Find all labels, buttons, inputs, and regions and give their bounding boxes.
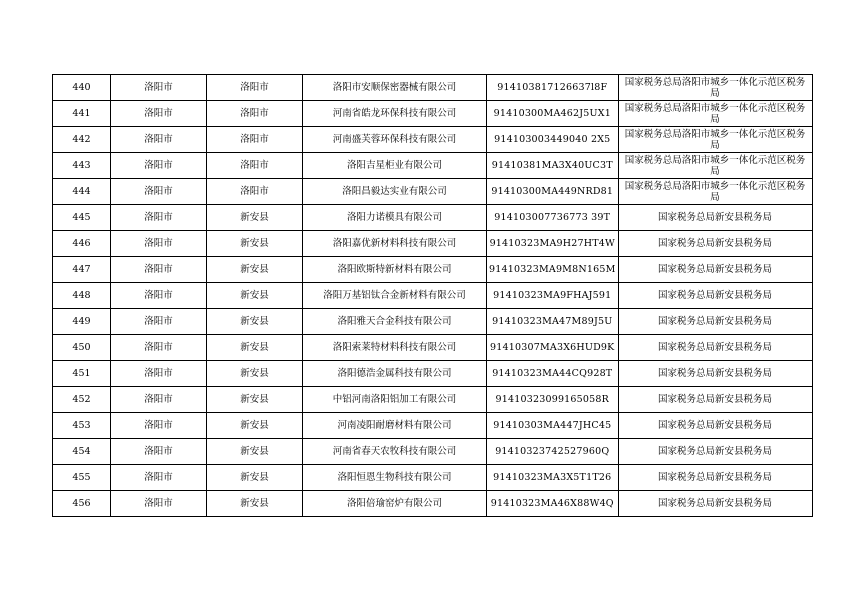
city-cell: 洛阳市 [111, 387, 207, 413]
table-row [53, 413, 813, 439]
county-cell: 新安县 [207, 439, 303, 465]
county-cell: 洛阳市 [207, 101, 303, 127]
county-cell: 新安县 [207, 413, 303, 439]
company-name-cell: 河南省春天农牧科技有限公司 [303, 439, 487, 465]
tax-office-cell: 国家税务总局新安县税务局 [618, 309, 812, 335]
city-cell: 洛阳市 [111, 361, 207, 387]
row-number-cell: 441 [53, 101, 111, 127]
county-cell: 新安县 [207, 335, 303, 361]
credit-code-cell: 914103007736773 39T [487, 205, 619, 231]
row-number-cell: 447 [53, 257, 111, 283]
city-cell: 洛阳市 [111, 257, 207, 283]
tax-office-cell: 国家税务总局新安县税务局 [618, 439, 812, 465]
county-cell: 新安县 [207, 205, 303, 231]
table-body [53, 75, 813, 517]
company-name-cell: 洛阳倍瑜窑炉有限公司 [303, 491, 487, 517]
tax-office-cell: 国家税务总局洛阳市城乡一体化示范区税务局 [618, 127, 812, 153]
tax-office-cell: 国家税务总局洛阳市城乡一体化示范区税务局 [618, 101, 812, 127]
company-name-cell: 洛阳吉星柜业有限公司 [303, 153, 487, 179]
company-name-cell: 洛阳恒恩生物科技有限公司 [303, 465, 487, 491]
city-cell: 洛阳市 [111, 335, 207, 361]
table-row [53, 127, 813, 153]
credit-code-cell: 91410323MA9FHAJ591 [487, 283, 619, 309]
city-cell: 洛阳市 [111, 75, 207, 101]
row-number-cell: 450 [53, 335, 111, 361]
county-cell: 新安县 [207, 231, 303, 257]
company-name-cell: 洛阳昌毅达实业有限公司 [303, 179, 487, 205]
county-cell: 新安县 [207, 283, 303, 309]
row-number-cell: 454 [53, 439, 111, 465]
county-cell: 洛阳市 [207, 127, 303, 153]
credit-code-cell: 91410300MA462J5UX1 [487, 101, 619, 127]
row-number-cell: 443 [53, 153, 111, 179]
tax-office-cell: 国家税务总局新安县税务局 [618, 387, 812, 413]
row-number-cell: 455 [53, 465, 111, 491]
credit-code-cell: 914103003449040 2X5 [487, 127, 619, 153]
table-row [53, 309, 813, 335]
table-row [53, 283, 813, 309]
company-name-cell: 洛阳市安顺保密器械有限公司 [303, 75, 487, 101]
city-cell: 洛阳市 [111, 309, 207, 335]
table-row [53, 465, 813, 491]
tax-office-cell: 国家税务总局新安县税务局 [618, 231, 812, 257]
tax-office-cell: 国家税务总局新安县税务局 [618, 361, 812, 387]
row-number-cell: 444 [53, 179, 111, 205]
tax-office-cell: 国家税务总局洛阳市城乡一体化示范区税务局 [618, 153, 812, 179]
row-number-cell: 453 [53, 413, 111, 439]
table-row [53, 491, 813, 517]
company-name-cell: 河南凌阳耐磨材料有限公司 [303, 413, 487, 439]
county-cell: 新安县 [207, 257, 303, 283]
company-name-cell: 河南盛芙蓉环保科技有限公司 [303, 127, 487, 153]
row-number-cell: 446 [53, 231, 111, 257]
credit-code-cell: 91410323MA9H27HT4W [487, 231, 619, 257]
table-row [53, 335, 813, 361]
company-name-cell: 洛阳欧斯特新材料有限公司 [303, 257, 487, 283]
credit-code-cell: 91410323MA3X5T1T26 [487, 465, 619, 491]
tax-office-cell: 国家税务总局洛阳市城乡一体化示范区税务局 [618, 75, 812, 101]
credit-code-cell: 91410323MA9M8N165M [487, 257, 619, 283]
tax-office-cell: 国家税务总局新安县税务局 [618, 413, 812, 439]
company-name-cell: 洛阳雅天合金科技有限公司 [303, 309, 487, 335]
table-row [53, 361, 813, 387]
credit-code-cell: 91410323MA46X88W4Q [487, 491, 619, 517]
company-name-cell: 洛阳嘉优新材料科技有限公司 [303, 231, 487, 257]
city-cell: 洛阳市 [111, 439, 207, 465]
credit-code-cell: 91410323MA44CQ928T [487, 361, 619, 387]
tax-office-cell: 国家税务总局新安县税务局 [618, 335, 812, 361]
county-cell: 新安县 [207, 491, 303, 517]
credit-code-cell: 91410307MA3X6HUD9K [487, 335, 619, 361]
table-row [53, 439, 813, 465]
table-row [53, 257, 813, 283]
county-cell: 新安县 [207, 309, 303, 335]
table-row [53, 153, 813, 179]
tax-office-cell: 国家税务总局新安县税务局 [618, 491, 812, 517]
credit-code-cell: 91410323099165058R [487, 387, 619, 413]
city-cell: 洛阳市 [111, 283, 207, 309]
credit-code-cell: 91410323742527960Q [487, 439, 619, 465]
city-cell: 洛阳市 [111, 153, 207, 179]
table-row [53, 205, 813, 231]
tax-office-cell: 国家税务总局新安县税务局 [618, 205, 812, 231]
city-cell: 洛阳市 [111, 127, 207, 153]
city-cell: 洛阳市 [111, 101, 207, 127]
credit-code-cell: 91410300MA449NRD81 [487, 179, 619, 205]
credit-code-cell: 91410381MA3X40UC3T [487, 153, 619, 179]
table-row [53, 231, 813, 257]
table-row [53, 75, 813, 101]
taxpayer-table [52, 74, 813, 517]
company-name-cell: 河南省皓龙环保科技有限公司 [303, 101, 487, 127]
row-number-cell: 440 [53, 75, 111, 101]
row-number-cell: 448 [53, 283, 111, 309]
table-row [53, 387, 813, 413]
city-cell: 洛阳市 [111, 205, 207, 231]
credit-code-cell: 914103817126637l8F [487, 75, 619, 101]
company-name-cell: 洛阳索莱特材料科技有限公司 [303, 335, 487, 361]
county-cell: 新安县 [207, 465, 303, 491]
tax-office-cell: 国家税务总局新安县税务局 [618, 257, 812, 283]
city-cell: 洛阳市 [111, 231, 207, 257]
tax-office-cell: 国家税务总局洛阳市城乡一体化示范区税务局 [618, 179, 812, 205]
tax-office-cell: 国家税务总局新安县税务局 [618, 465, 812, 491]
tax-office-cell: 国家税务总局新安县税务局 [618, 283, 812, 309]
county-cell: 新安县 [207, 361, 303, 387]
credit-code-cell: 91410323MA47M89J5U [487, 309, 619, 335]
company-name-cell: 洛阳万基铝钛合金新材料有限公司 [303, 283, 487, 309]
table-row [53, 179, 813, 205]
row-number-cell: 449 [53, 309, 111, 335]
row-number-cell: 445 [53, 205, 111, 231]
row-number-cell: 456 [53, 491, 111, 517]
row-number-cell: 451 [53, 361, 111, 387]
city-cell: 洛阳市 [111, 413, 207, 439]
company-name-cell: 中铝河南洛阳铝加工有限公司 [303, 387, 487, 413]
credit-code-cell: 91410303MA447JHC45 [487, 413, 619, 439]
county-cell: 洛阳市 [207, 179, 303, 205]
city-cell: 洛阳市 [111, 465, 207, 491]
city-cell: 洛阳市 [111, 491, 207, 517]
row-number-cell: 452 [53, 387, 111, 413]
city-cell: 洛阳市 [111, 179, 207, 205]
company-name-cell: 洛阳力诺模具有限公司 [303, 205, 487, 231]
company-name-cell: 洛阳德浩金属科技有限公司 [303, 361, 487, 387]
row-number-cell: 442 [53, 127, 111, 153]
table-row [53, 101, 813, 127]
county-cell: 洛阳市 [207, 153, 303, 179]
county-cell: 洛阳市 [207, 75, 303, 101]
county-cell: 新安县 [207, 387, 303, 413]
